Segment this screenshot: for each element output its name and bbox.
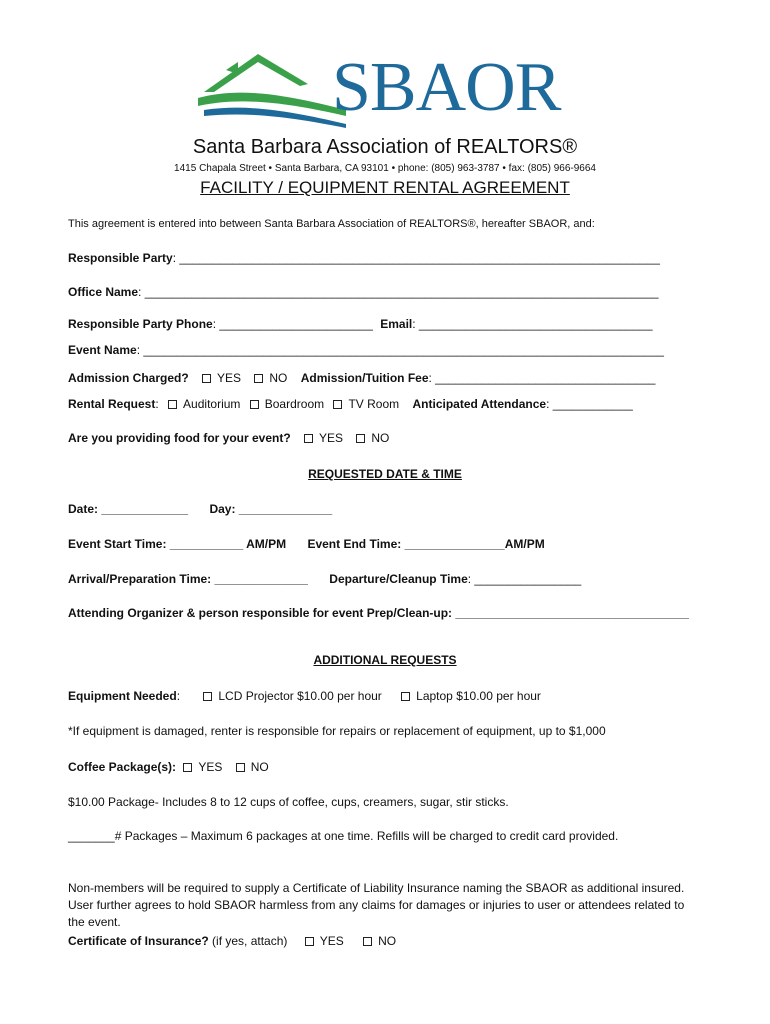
additional-requests-heading: ADDITIONAL REQUESTS — [313, 653, 457, 667]
rental-request-colon: : — [155, 397, 159, 411]
admission-no-checkbox[interactable] — [254, 374, 263, 383]
insurance-no-label: NO — [378, 934, 397, 948]
coffee-yes-checkbox[interactable] — [183, 763, 192, 772]
office-name-blank[interactable]: : _____________________________________________________________________________ — [138, 285, 659, 299]
event-time-row — [68, 536, 545, 552]
admission-label: Admission Charged? — [68, 371, 189, 385]
sbaor-logo — [196, 48, 572, 130]
departure-blank[interactable]: : ________________ — [467, 572, 582, 586]
departure-label: Departure/Cleanup Time — [329, 572, 468, 586]
office-name-field[interactable] — [68, 284, 659, 300]
food-no-checkbox[interactable] — [356, 434, 365, 443]
responsible-party-blank[interactable]: : ________________________________________________________________________ — [172, 251, 660, 265]
boardroom-checkbox[interactable] — [250, 400, 259, 409]
event-name-field[interactable] — [68, 342, 664, 358]
equipment-colon: : — [176, 689, 181, 703]
organization-address: 1415 Chapala Street • Santa Barbara, CA 93101 • phone: (805) 963-3787 • fax: (805) 966-9664 — [174, 163, 596, 174]
food-row — [68, 430, 389, 446]
food-no-label: NO — [371, 431, 390, 445]
tv-room-label: TV Room — [348, 397, 400, 411]
lcd-projector-checkbox[interactable] — [203, 692, 212, 701]
boardroom-label: Boardroom — [264, 397, 325, 411]
auditorium-label: Auditorium — [183, 397, 241, 411]
rental-request-label: Rental Request — [68, 397, 156, 411]
coffee-no-checkbox[interactable] — [236, 763, 245, 772]
coffee-row — [68, 759, 269, 775]
phone-email-row — [68, 316, 653, 332]
coffee-label: Coffee Package(s): — [68, 760, 177, 774]
event-name-blank[interactable]: : ______________________________________________________________________________ — [136, 343, 664, 357]
organization-name: Santa Barbara Association of REALTORS® — [192, 136, 578, 158]
food-yes-label: YES — [319, 431, 344, 445]
event-name-label: Event Name — [68, 343, 137, 357]
admission-fee-label: Admission/Tuition Fee — [300, 371, 429, 385]
packages-quantity-field[interactable]: _______# Packages – Maximum 6 packages at one time. Refills will be charged to credit card provided. — [68, 829, 619, 843]
house-roof-icon — [196, 48, 346, 130]
rental-request-row — [68, 396, 633, 412]
laptop-checkbox[interactable] — [401, 692, 410, 701]
arrival-departure-row — [68, 571, 581, 587]
insurance-yes-checkbox[interactable] — [305, 937, 314, 946]
attendance-label: Anticipated Attendance — [412, 397, 547, 411]
coffee-yes-label: YES — [198, 760, 223, 774]
lcd-projector-label: LCD Projector $10.00 per hour — [218, 689, 382, 703]
coffee-no-label: NO — [250, 760, 269, 774]
equipment-row — [68, 688, 541, 704]
laptop-label: Laptop $10.00 per hour — [416, 689, 541, 703]
damage-note: *If equipment is damaged, renter is responsible for repairs or replacement of equipment, up to $1,000 — [68, 724, 606, 738]
arrival-time-field[interactable]: Arrival/Preparation Time: ______________ — [68, 572, 308, 586]
responsible-party-field[interactable] — [68, 250, 660, 266]
day-field[interactable]: Day: ______________ — [209, 502, 333, 516]
logo-wordmark: SBAOR — [332, 49, 561, 126]
admission-fee-blank[interactable]: : _________________________________ — [428, 371, 656, 385]
admission-row — [68, 370, 655, 386]
attendance-blank[interactable]: : ____________ — [546, 397, 633, 411]
date-field[interactable]: Date: _____________ — [68, 502, 189, 516]
document-title: FACILITY / EQUIPMENT RENTAL AGREEMENT — [200, 178, 570, 197]
equipment-label: Equipment Needed — [68, 689, 177, 703]
insurance-label: Certificate of Insurance? — [68, 934, 209, 948]
email-blank[interactable]: : ___________________________________ — [412, 317, 653, 331]
date-day-row — [68, 501, 332, 517]
end-time-field[interactable]: Event End Time: _______________AM/PM — [307, 537, 545, 551]
organizer-field[interactable]: Attending Organizer & person responsible for event Prep/Clean-up: ___________________________________ — [68, 606, 689, 620]
office-name-label: Office Name — [68, 285, 139, 299]
phone-label: Responsible Party Phone — [68, 317, 213, 331]
package-description: $10.00 Package- Includes 8 to 12 cups of coffee, cups, creamers, sugar, stir sticks. — [68, 795, 509, 809]
food-yes-checkbox[interactable] — [304, 434, 313, 443]
start-time-field[interactable]: Event Start Time: ___________ AM/PM — [68, 537, 287, 551]
phone-blank[interactable]: : _______________________ — [212, 317, 373, 331]
insurance-no-checkbox[interactable] — [363, 937, 372, 946]
auditorium-checkbox[interactable] — [168, 400, 177, 409]
insurance-yes-label: YES — [319, 934, 344, 948]
responsible-party-label: Responsible Party — [68, 251, 173, 265]
admission-yes-label: YES — [217, 371, 242, 385]
requested-date-heading: REQUESTED DATE & TIME — [308, 467, 462, 481]
email-label: Email — [380, 317, 413, 331]
admission-no-label: NO — [269, 371, 288, 385]
food-label: Are you providing food for your event? — [68, 431, 291, 445]
admission-yes-checkbox[interactable] — [202, 374, 211, 383]
intro-text: This agreement is entered into between Santa Barbara Association of REALTORS®, hereafter SBAOR, and: — [68, 218, 595, 230]
insurance-note: (if yes, attach) — [208, 934, 288, 948]
tv-room-checkbox[interactable] — [333, 400, 342, 409]
insurance-paragraph: Non-members will be required to supply a Certificate of Liability Insurance naming the SBAOR as additional insured. User further agrees to hold SBAOR harmless from any claims for damages or injuries to user or attendees related to the event. — [68, 881, 685, 929]
insurance-row — [68, 933, 396, 949]
